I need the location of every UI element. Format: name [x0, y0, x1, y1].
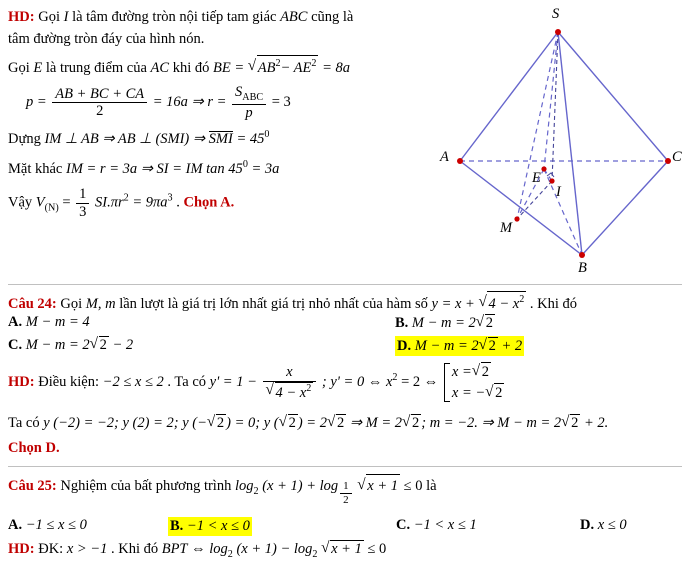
sqrt-val-3: √ 2 — [327, 414, 346, 432]
q25-number: Câu 25: — [8, 478, 57, 494]
q25-stem: Câu 25: Nghiệm của bất phương trình $\log_2 (x + 1) + \log$ $_{\frac{1}{2}}$ √ x + 1 ≤ 0 là — [8, 474, 682, 506]
q25-option-D-text: x ≤ 0 — [597, 517, 627, 533]
q24-hd-label: HD: — [8, 373, 35, 390]
solution-line-7: Vậy $V_{(N)}$ = $\frac{1}{3}$ $SI.\pi r^2 = 9\pi a^3$ . Chọn A. — [8, 186, 235, 220]
question-25 — [8, 474, 682, 506]
sqrt-case2: √ 2 — [485, 383, 504, 404]
solution-line-p: p = $\frac{AB + BC + CA}{2}$ = 16a ⇒ r = $\frac{S_{ABC}}{p}$ = 3 — [26, 84, 291, 121]
q25-option-B[interactable] — [168, 517, 252, 536]
q25-option-A-text: −1 ≤ x ≤ 0 — [25, 517, 87, 533]
figure-label-E: E — [532, 170, 541, 186]
hd-label: HD: — [8, 9, 35, 25]
q25-option-A-tag: A. — [8, 517, 23, 533]
q24-number: Câu 24: — [8, 295, 57, 312]
q24-option-B-tag: B. — [395, 315, 409, 331]
q24-option-D-tail: + 2 — [497, 338, 523, 354]
figure-label-I: I — [556, 184, 561, 200]
angle-overline: SMI — [208, 131, 233, 148]
solution-top — [8, 6, 398, 220]
q25-option-B-text: −1 < x ≤ 0 — [186, 518, 250, 534]
sqrt-val-1: √ 2 — [207, 414, 226, 432]
question-24 — [8, 291, 682, 315]
q24-option-C[interactable] — [8, 336, 338, 354]
q24-option-D[interactable] — [395, 336, 524, 356]
fraction-perimeter: $\frac{AB + BC + CA}{2}$ — [52, 86, 147, 120]
q24-option-D-tag: D. — [397, 338, 412, 354]
q24-option-C-tail: − 2 — [108, 337, 134, 353]
sqrt-x-plus-1-sol: √ x + 1 — [321, 540, 364, 558]
q24-option-D-text: M − m = 2 — [414, 338, 479, 354]
solution-line-6: Mặt khác IM = r = 3a ⇒ SI = IM $\tan 45^0 = 3a$ — [8, 158, 280, 177]
q25-option-A[interactable] — [8, 517, 87, 534]
sqrt-expr: √ $AB^2- AE^2$ — [248, 55, 319, 79]
fraction-derivative: x √ $4 - x^2$ — [263, 364, 317, 401]
fraction-radius: $\frac{S_{ABC}}{p}$ — [232, 84, 266, 121]
q24-solution-line-2: Ta có y (−2) = −2; y (2) = 2; y (− √ 2 ) = 0; y ( √ 2 ) = 2 √ 2 ⇒ M = 2 √ 2 ; m = −2. ⇒ M − m = 2 √ 2 + 2. — [8, 414, 682, 432]
sqrt-val-5: √ 2 — [561, 414, 580, 432]
sqrt-denominator: √ $4 - x^2$ — [266, 382, 314, 402]
q24-solution-line-1: HD: Điều kiện: −2 ≤ x ≤ 2 . Ta có y' = 1 − x √ $4 - x^2$ ; y' = 0 ⇔ $x^2 = 2$ ⇔ x = √ 2 x = − √ 2 — [8, 362, 682, 403]
q24-option-C-text: M − m = 2 — [25, 337, 90, 353]
sqrt-val-4: √ 2 — [402, 414, 421, 432]
q24-answer-choice: Chọn D. — [8, 440, 60, 456]
figure-svg — [400, 4, 686, 276]
sqrt-2-b: √ 2 — [476, 314, 495, 332]
divider-2 — [8, 466, 682, 467]
q25-option-D[interactable] — [580, 517, 627, 534]
figure-label-A: A — [440, 149, 449, 165]
q24-option-B-text: M − m = 2 — [411, 315, 476, 331]
sqrt-2-d: √ 2 — [479, 337, 498, 355]
sqrt-case1: √ 2 — [472, 362, 491, 383]
q25-option-D-tag: D. — [580, 517, 595, 533]
figure-label-M: M — [500, 220, 513, 236]
case-bracket: x = √ 2 x = − √ 2 — [442, 362, 505, 403]
sqrt-x-plus-1: √ x + 1 — [357, 474, 400, 497]
log-base-half: 1 2 — [340, 480, 352, 506]
figure-label-C: C — [672, 149, 682, 165]
q24-option-C-tag: C. — [8, 337, 23, 353]
sqrt-2-c: √ 2 — [90, 336, 109, 354]
q24-option-B[interactable] — [395, 314, 675, 332]
figure-label-B: B — [578, 260, 587, 276]
sqrt-4-minus-x2: √ $4 - x^2$ — [478, 291, 526, 315]
q24-option-A-text: M − m = 4 — [25, 314, 90, 330]
q24-option-A-tag: A. — [8, 314, 23, 330]
solution-line-1: HD: Gọi I là tâm đường tròn nội tiếp tam giác ABC cũng là — [8, 9, 354, 25]
fraction-one-third: $\frac{1}{3}$ — [76, 186, 89, 220]
divider — [8, 284, 682, 285]
solution-line-5: Dựng IM ⊥ AB ⇒ AB ⊥ (SMI) ⇒ SMI = $45^0$ — [8, 129, 270, 148]
q25-hd-label: HD: — [8, 541, 35, 557]
solution-line-3: Gọi E là trung điểm của AC khi đó BE = √ $AB^2- AE^2 = 8a$ — [8, 55, 398, 79]
q24-stem: Câu 24: Gọi M, m lần lượt là giá trị lớn nhất giá trị nhỏ nhất của hàm số y = x + √ $4 - x^2$ . Khi đó — [8, 291, 682, 315]
q24-option-A[interactable] — [8, 314, 338, 331]
solution-line-2: tâm đường tròn đáy của hình nón. — [8, 31, 205, 48]
q25-option-C-text: −1 < x ≤ 1 — [413, 517, 477, 533]
q25-option-C-tag: C. — [396, 517, 411, 533]
q25-option-C[interactable] — [396, 517, 477, 534]
q25-option-B-tag: B. — [170, 518, 184, 534]
answer-choice-top: Chọn A. — [183, 194, 235, 211]
figure-label-S: S — [552, 6, 560, 22]
geometry-figure — [400, 4, 686, 276]
sqrt-val-2: √ 2 — [279, 414, 298, 432]
q25-solution: HD: ĐK: x > −1 . Khi đó BPT ⇔ $\log_2 (x + 1) - \log_2$ √ x + 1 ≤ 0 — [8, 540, 682, 560]
